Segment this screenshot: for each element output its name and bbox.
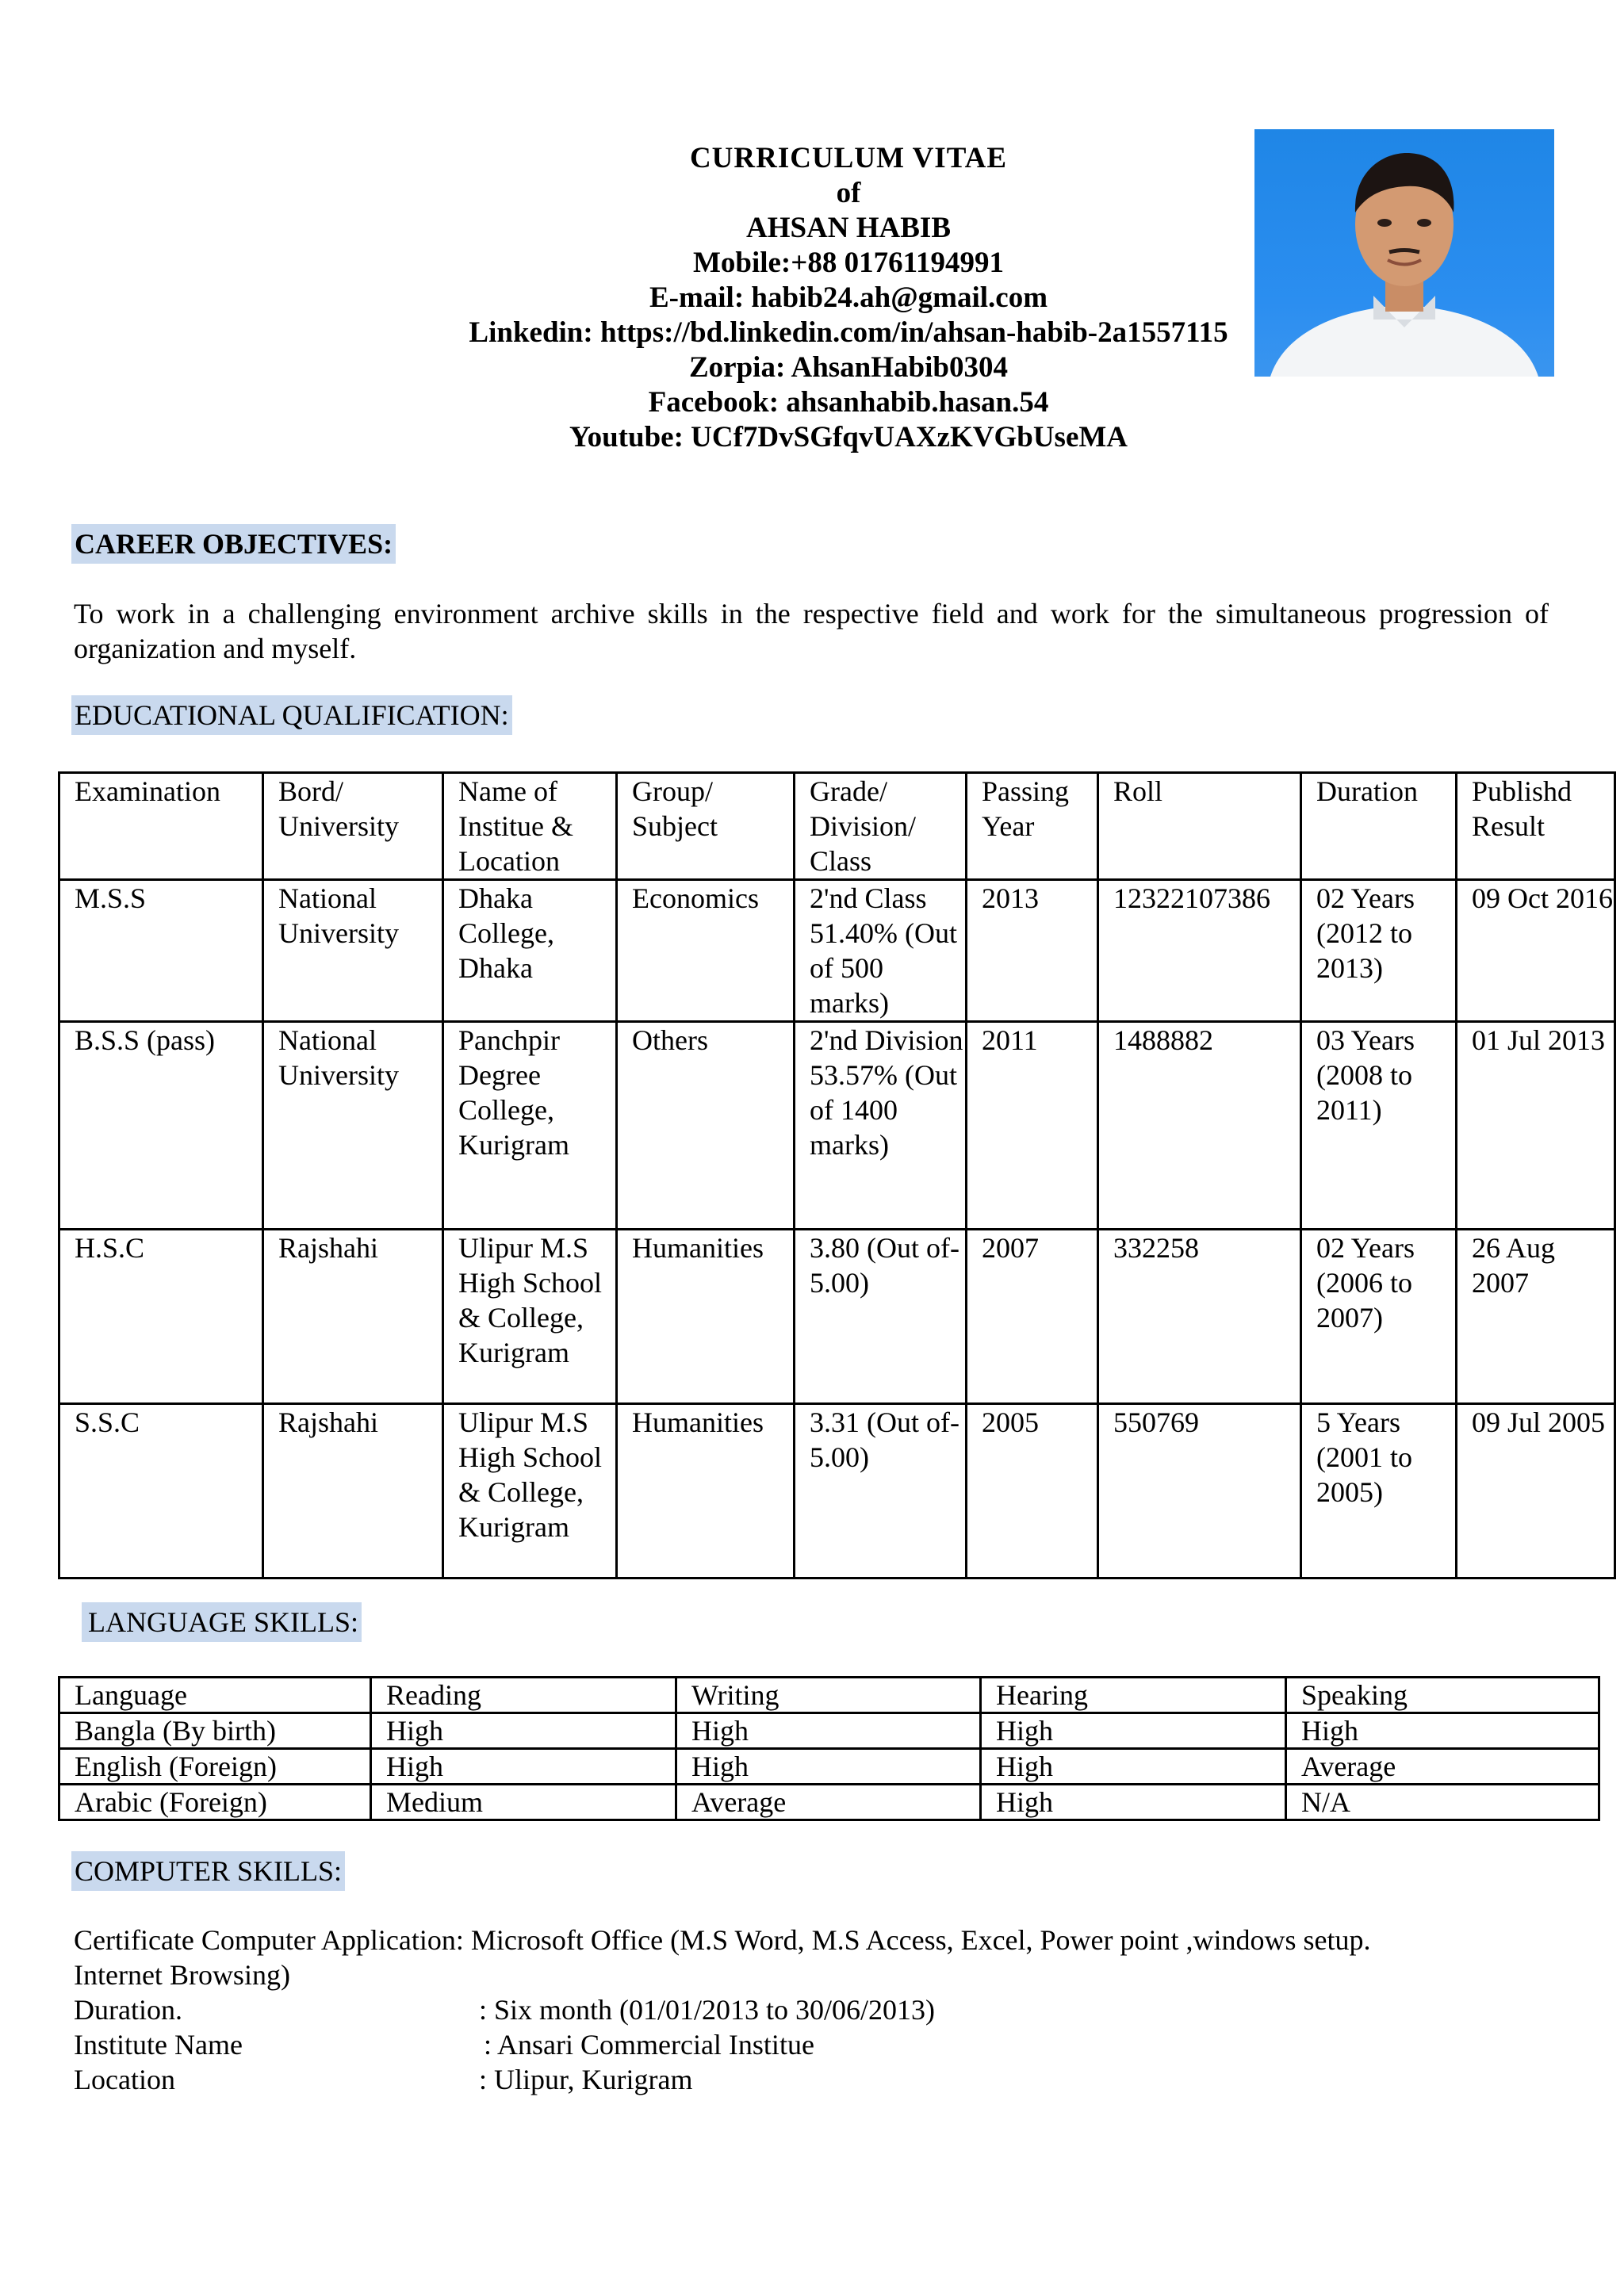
table-cell: 02 Years (2006 to 2007) — [1301, 1230, 1457, 1404]
table-cell: 03 Years (2008 to 2011) — [1301, 1022, 1457, 1230]
facebook-line: Facebook: ahsanhabib.hasan.54 — [648, 386, 1049, 419]
table-cell: Humanities — [617, 1230, 795, 1404]
header-cell: Group/ Subject — [617, 773, 795, 880]
education-table — [58, 771, 1616, 1579]
table-cell: Panchpir Degree College, Kurigram — [443, 1022, 617, 1230]
header-cell: Reading — [371, 1678, 676, 1713]
table-cell: 26 Aug 2007 — [1457, 1230, 1615, 1404]
profile-photo — [1254, 129, 1554, 377]
table-row — [59, 1404, 1615, 1578]
email-line: E-mail: habib24.ah@gmail.com — [649, 281, 1048, 314]
table-cell: 332258 — [1098, 1230, 1301, 1404]
table-cell: 2'nd Class 51.40% (Out of 500 marks) — [795, 880, 967, 1022]
table-cell: 5 Years (2001 to 2005) — [1301, 1404, 1457, 1578]
duration-label: Duration. — [74, 1994, 182, 2026]
table-cell: 12322107386 — [1098, 880, 1301, 1022]
header-cell: Language — [59, 1678, 371, 1713]
table-cell: High — [981, 1749, 1286, 1785]
table-cell: Rajshahi — [263, 1404, 443, 1578]
table-cell: Others — [617, 1022, 795, 1230]
location-value: : Ulipur, Kurigram — [479, 2064, 693, 2095]
table-row — [59, 1022, 1615, 1230]
table-row — [59, 1785, 1599, 1820]
table-cell: Average — [676, 1785, 981, 1820]
table-cell: Rajshahi — [263, 1230, 443, 1404]
table-cell: N/A — [1286, 1785, 1599, 1820]
table-cell: 2005 — [967, 1404, 1098, 1578]
table-cell: Humanities — [617, 1404, 795, 1578]
table-cell: High — [676, 1713, 981, 1749]
zorpia-line: Zorpia: AhsanHabib0304 — [689, 351, 1008, 384]
table-cell: Ulipur M.S High School & College, Kurigram — [443, 1230, 617, 1404]
header-cell: Passing Year — [967, 773, 1098, 880]
table-cell: High — [1286, 1713, 1599, 1749]
table-row — [59, 1749, 1599, 1785]
education-heading: EDUCATIONAL QUALIFICATION: — [71, 695, 512, 735]
table-cell: 2013 — [967, 880, 1098, 1022]
table-cell: English (Foreign) — [59, 1749, 371, 1785]
table-cell: Arabic (Foreign) — [59, 1785, 371, 1820]
career-objectives-text: To work in a challenging environment archive skills in the respective field and work for the simultaneous progression of organization and myself. — [74, 598, 1549, 664]
table-cell: 550769 — [1098, 1404, 1301, 1578]
cv-of: of — [836, 177, 861, 209]
table-cell: National University — [263, 880, 443, 1022]
certificate-line-cont: Internet Browsing) — [74, 1959, 290, 1991]
table-cell: Medium — [371, 1785, 676, 1820]
youtube-line: Youtube: UCf7DvSGfqvUAXzKVGbUseMA — [569, 421, 1128, 453]
duration-value: : Six month (01/01/2013 to 30/06/2013) — [479, 1994, 936, 2026]
table-row — [59, 1713, 1599, 1749]
table-header-row — [59, 1678, 1599, 1713]
table-cell: Ulipur M.S High School & College, Kurigram — [443, 1404, 617, 1578]
table-cell: 02 Years (2012 to 2013) — [1301, 880, 1457, 1022]
table-cell: 01 Jul 2013 — [1457, 1022, 1615, 1230]
table-cell: 3.80 (Out of-5.00) — [795, 1230, 967, 1404]
applicant-name: AHSAN HABIB — [745, 212, 952, 244]
header-cell: Name of Institue & Location — [443, 773, 617, 880]
table-cell: High — [981, 1713, 1286, 1749]
table-cell: Economics — [617, 880, 795, 1022]
header-cell: Speaking — [1286, 1678, 1599, 1713]
table-row — [59, 1230, 1615, 1404]
table-cell: Dhaka College, Dhaka — [443, 880, 617, 1022]
language-heading: LANGUAGE SKILLS: — [82, 1602, 362, 1642]
table-cell: M.S.S — [59, 880, 263, 1022]
institute-label: Institute Name — [74, 2029, 243, 2061]
cv-title: CURRICULUM VITAE — [689, 142, 1008, 174]
table-cell: H.S.C — [59, 1230, 263, 1404]
table-cell: National University — [263, 1022, 443, 1230]
career-objectives-heading: CAREER OBJECTIVES: — [71, 524, 396, 564]
table-header-row — [59, 773, 1615, 880]
table-cell: Bangla (By birth) — [59, 1713, 371, 1749]
table-cell: High — [371, 1713, 676, 1749]
table-cell: High — [371, 1749, 676, 1785]
table-cell: 3.31 (Out of-5.00) — [795, 1404, 967, 1578]
certificate-line: Certificate Computer Application: Microsoft Office (M.S Word, M.S Access, Excel, Power point ,windows setup. — [74, 1924, 1371, 1956]
header-cell: Examination — [59, 773, 263, 880]
mobile-line: Mobile:+88 01761194991 — [692, 247, 1005, 279]
table-cell: 1488882 — [1098, 1022, 1301, 1230]
language-table — [58, 1676, 1600, 1821]
table-cell: High — [981, 1785, 1286, 1820]
institute-value: : Ansari Commercial Institue — [484, 2029, 814, 2061]
linkedin-line: Linkedin: https://bd.linkedin.com/in/ahsan-habib-2a1557115 — [469, 316, 1228, 349]
table-cell: High — [676, 1749, 981, 1785]
table-cell: 09 Oct 2016 — [1457, 880, 1615, 1022]
header-cell: Duration — [1301, 773, 1457, 880]
header-cell: Roll — [1098, 773, 1301, 880]
header-cell: Bord/ University — [263, 773, 443, 880]
computer-skills-heading: COMPUTER SKILLS: — [71, 1851, 345, 1891]
location-label: Location — [74, 2064, 175, 2095]
person-icon — [1254, 129, 1554, 377]
header-cell: Publishd Result — [1457, 773, 1615, 880]
table-cell: 2'nd Division 53.57% (Out of 1400 marks) — [795, 1022, 967, 1230]
header-cell: Grade/ Division/ Class — [795, 773, 967, 880]
table-cell: B.S.S (pass) — [59, 1022, 263, 1230]
cv-header — [333, 141, 1364, 455]
table-cell: 2011 — [967, 1022, 1098, 1230]
table-cell: 2007 — [967, 1230, 1098, 1404]
header-cell: Hearing — [981, 1678, 1286, 1713]
table-cell: Average — [1286, 1749, 1599, 1785]
table-cell: S.S.C — [59, 1404, 263, 1578]
table-cell: 09 Jul 2005 — [1457, 1404, 1615, 1578]
header-cell: Writing — [676, 1678, 981, 1713]
table-row — [59, 880, 1615, 1022]
